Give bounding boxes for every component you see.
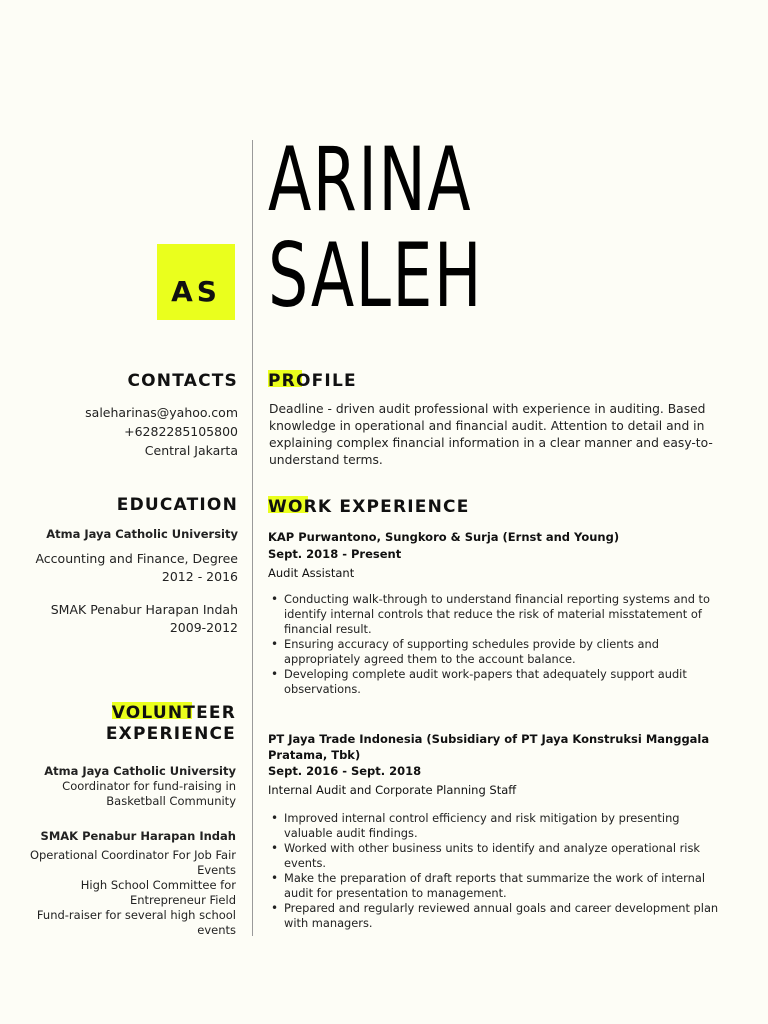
job-role: Internal Audit and Corporate Planning Staff [268, 783, 517, 797]
volunteer-line: High School Committee for [80, 878, 236, 892]
contacts-heading: CONTACTS [127, 371, 238, 391]
job-company: KAP Purwantono, Sungkoro & Surja (Ernst and Young) [268, 530, 620, 544]
contact-location: Central Jakarta [144, 443, 238, 458]
volunteer-heading-line2: EXPERIENCE [105, 724, 236, 744]
monogram-badge [157, 244, 235, 320]
job-entry [268, 731, 738, 931]
volunteer-heading [16, 703, 236, 723]
job-bullet: • Improved internal control efficiency and risk mitigation by presenting valuable audit findings. [268, 811, 723, 841]
job-bullet: • Worked with other business units to identify and analyze operational risk events. [268, 841, 723, 871]
volunteer-line: Entrepreneur Field [129, 893, 236, 907]
volunteer-line: Events [197, 863, 236, 877]
job-bullets [268, 811, 723, 931]
volunteer-line: events [197, 923, 236, 937]
profile-heading-text: PROFILE [268, 371, 357, 391]
volunteer-line: Fund-raiser for several high school [36, 908, 236, 922]
education-school: SMAK Penabur Harapan Indah [50, 602, 238, 617]
volunteer-heading-line1: VOLUNTEER [111, 703, 236, 723]
last-name: SALEH [268, 224, 483, 327]
volunteer-org: Atma Jaya Catholic University [44, 764, 236, 778]
volunteer-line: Coordinator for fund-raising in [62, 779, 236, 793]
volunteer-line: Operational Coordinator For Job Fair [29, 848, 236, 862]
education-years: 2012 - 2016 [161, 569, 238, 584]
job-bullets [268, 592, 718, 697]
job-bullet: • Conducting walk-through to understand financial reporting systems and to identify internal controls that reduce the risk of material misstatement of financial result. [268, 592, 718, 637]
education-years: 2009-2012 [169, 620, 238, 635]
job-dates: Sept. 2016 - Sept. 2018 [268, 764, 422, 778]
volunteer-line: Basketball Community [106, 794, 236, 808]
education-program: Accounting and Finance, Degree [35, 551, 238, 566]
job-dates: Sept. 2018 - Present [268, 547, 402, 561]
profile-heading [268, 371, 357, 391]
volunteer-org: SMAK Penabur Harapan Indah [40, 829, 236, 843]
education-heading: EDUCATION [116, 495, 238, 515]
job-bullet: • Developing complete audit work-papers that adequately support audit observations. [268, 667, 718, 697]
job-role: Audit Assistant [268, 566, 355, 580]
job-company: PT Jaya Trade Indonesia (Subsidiary of PT Jaya Konstruksi Manggala Pratama, Tbk) [268, 732, 710, 762]
contact-phone: +6282285105800 [124, 424, 238, 439]
education-school: Atma Jaya Catholic University [46, 527, 238, 541]
contact-email: saleharinas@yahoo.com [85, 405, 238, 420]
work-heading-text: WORK EXPERIENCE [268, 497, 470, 517]
job-bullet: • Make the preparation of draft reports that summarize the work of internal audit for presentation to management. [268, 871, 723, 901]
first-name: ARINA [268, 128, 472, 231]
job-entry [268, 529, 738, 697]
monogram-text: AS [171, 275, 221, 308]
vertical-divider [252, 140, 253, 936]
job-bullet: • Prepared and regularly reviewed annual goals and career development plan with managers. [268, 901, 723, 931]
work-heading [268, 497, 470, 517]
profile-text: Deadline - driven audit professional with experience in auditing. Based knowledge in operational and financial audit. Attention to detail and in explaining complex financial information in a clear manner and easy-to-understand terms. [269, 402, 713, 467]
job-bullet: • Ensuring accuracy of supporting schedules provide by clients and appropriately agreed them to the account balance. [268, 637, 718, 667]
